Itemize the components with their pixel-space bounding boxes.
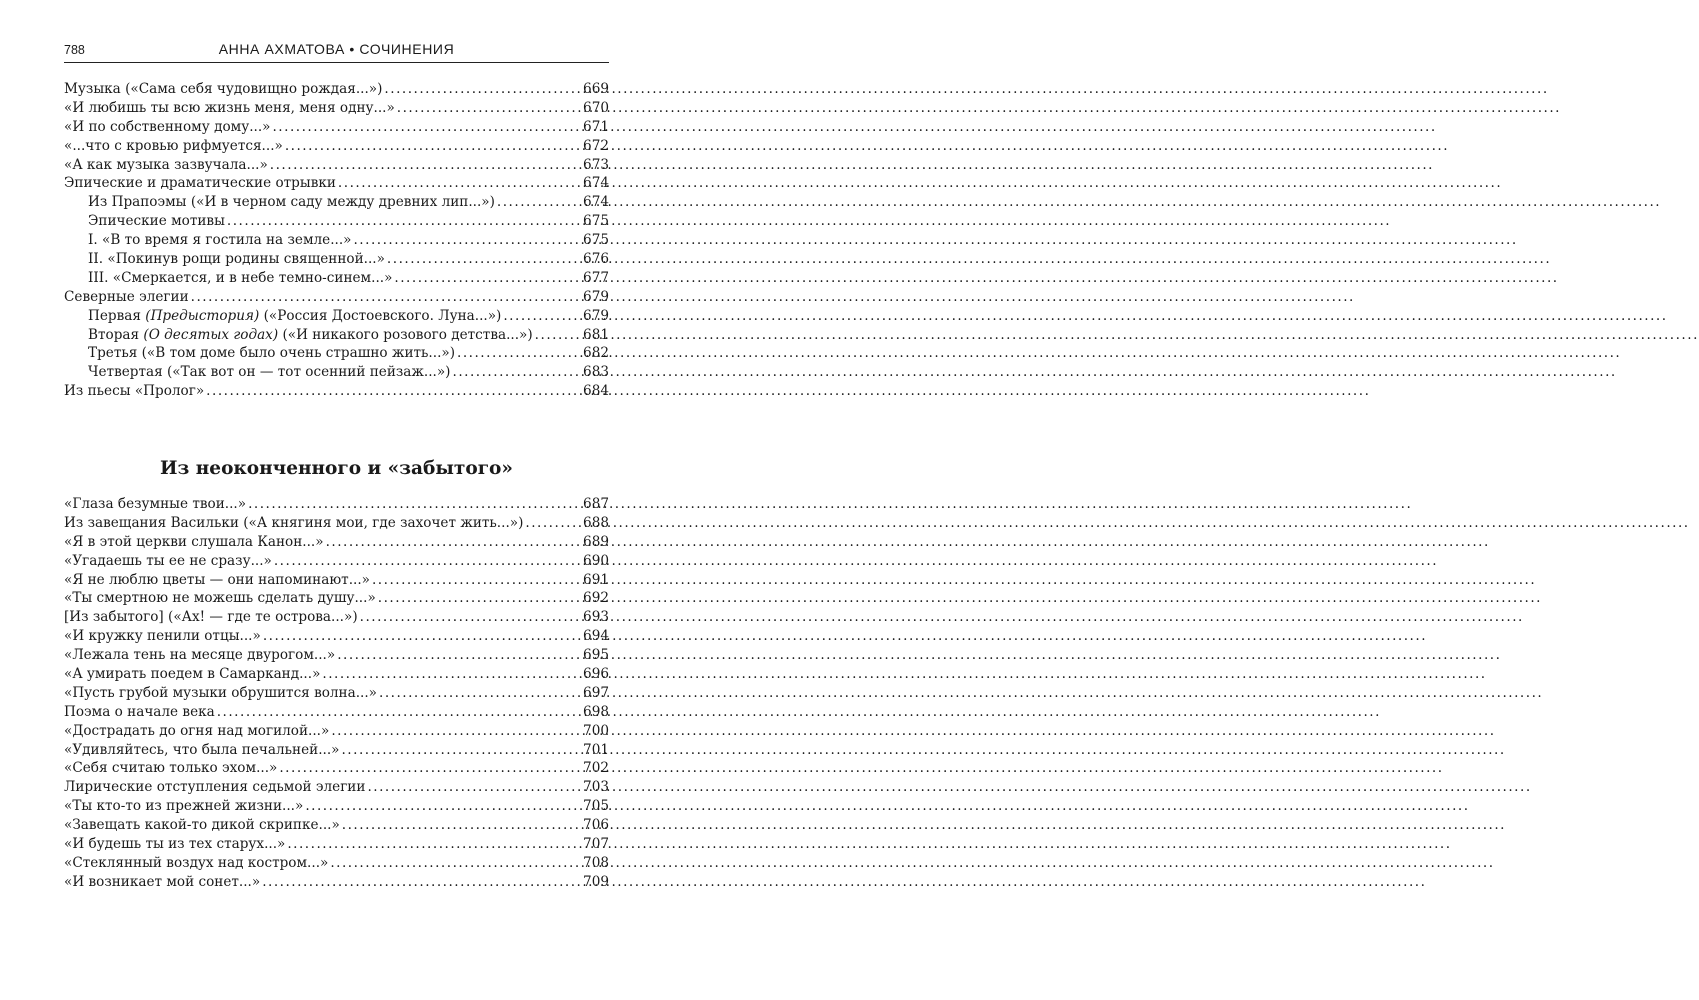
leader-dots [283, 137, 583, 156]
toc-entry [64, 514, 609, 533]
toc-entry-title: «...что с кровью рифмуется...» [64, 137, 283, 154]
leader-dots [392, 269, 583, 288]
toc-entry-page: 669 [583, 81, 609, 97]
leader-dots [340, 816, 583, 835]
toc-entry-title: «И будешь ты из тех старух...» [64, 836, 286, 853]
toc-entry-title: «Ты кто-то из прежней жизни...» [64, 798, 304, 815]
title-prefix: Первая [88, 307, 146, 324]
leader-dots [225, 212, 583, 231]
leader-dots [303, 797, 583, 816]
leader-dots [365, 778, 583, 797]
toc-entry-page: 671 [583, 118, 609, 135]
leader-dots [533, 326, 583, 345]
toc-subentry [64, 269, 609, 288]
toc-entry [64, 533, 609, 552]
leader-dots [385, 250, 583, 269]
leader-dots [495, 193, 583, 212]
leader-dots [358, 608, 583, 627]
toc-entry-title: «Стеклянный воздух над костром...» [64, 854, 329, 871]
toc-entry-page: 706 [583, 817, 609, 834]
toc-entry [64, 80, 609, 99]
toc-entry-title [88, 307, 501, 326]
toc-entry [64, 722, 609, 741]
toc-entry-title: «Я в этой церкви слушала Канон...» [64, 533, 324, 550]
toc-entry-title: [Из забытого] («Ах! — где те острова...») [64, 609, 358, 626]
toc-entry-page: 674 [583, 194, 609, 211]
toc-entry [64, 646, 609, 665]
leader-dots [501, 307, 583, 326]
toc-entry [64, 816, 609, 835]
toc-entry-page: 681 [583, 326, 609, 343]
toc-entry-page: 698 [583, 703, 609, 720]
toc-entry-page: 689 [583, 533, 609, 550]
leader-dots [451, 363, 584, 382]
toc-entry-page: 682 [583, 345, 609, 362]
toc-entry-page: 697 [583, 684, 609, 701]
toc-entry [64, 703, 609, 722]
toc-entry-title: Четвертая («Так вот он — тот осенний пейзаж...») [88, 364, 451, 381]
running-title: АННА АХМАТОВА • СОЧИНЕНИЯ [218, 41, 455, 57]
toc-entry-page: 702 [583, 760, 609, 777]
toc-entry [64, 797, 609, 816]
title-italic: (О десятых годах) [143, 326, 279, 343]
toc-entry-page: 709 [583, 873, 609, 890]
toc-list-top [64, 80, 609, 401]
leader-dots [335, 646, 583, 665]
toc-subentry [64, 193, 609, 212]
leader-dots [376, 589, 583, 608]
leader-dots [523, 514, 583, 533]
toc-entry-page: 688 [583, 514, 609, 531]
section-title: Из неоконченного и «забытого» [160, 458, 513, 479]
toc-entry-page: 675 [583, 213, 609, 230]
toc-entry-title: «Я не люблю цветы — они напоминают...» [64, 571, 370, 588]
toc-entry-page: 701 [583, 741, 609, 758]
toc-entry [64, 684, 609, 703]
toc-entry-page: 695 [583, 647, 609, 664]
toc-entry-page: 679 [583, 288, 609, 305]
leader-dots [382, 80, 583, 99]
leader-dots [395, 99, 583, 118]
toc-entry-page: 693 [583, 609, 609, 626]
leader-dots [339, 741, 583, 760]
toc-entry-title: «Дострадать до огня над могилой...» [64, 722, 330, 739]
toc-entry [64, 741, 609, 760]
leader-dots [204, 382, 583, 401]
title-suffix: («Россия Достоевского. Луна...») [259, 307, 502, 324]
toc-subentry [64, 307, 609, 326]
toc-subentry [64, 344, 609, 363]
toc-entry [64, 382, 609, 401]
toc-entry-page: 690 [583, 552, 609, 569]
toc-entry-page: 670 [583, 99, 609, 116]
toc-entry-page: 673 [583, 156, 609, 173]
toc-entry [64, 778, 609, 797]
toc-entry [64, 137, 609, 156]
toc-entry-title: Эпические и драматические отрывки [64, 175, 336, 192]
toc-entry-page: 700 [583, 722, 609, 739]
toc-entry [64, 759, 609, 778]
toc-entry-page: 705 [583, 798, 609, 815]
leader-dots [370, 571, 583, 590]
toc-subentry [64, 231, 609, 250]
leader-dots [268, 156, 583, 175]
toc-entry-page: 692 [583, 590, 609, 607]
toc-entry-page: 674 [583, 175, 609, 192]
toc-entry [64, 99, 609, 118]
title-suffix: («И никакого розового детства...») [278, 326, 533, 343]
leader-dots [261, 627, 583, 646]
toc-entry-title: «Ты смертною не можешь сделать душу...» [64, 590, 376, 607]
toc-subentry [64, 363, 609, 382]
toc-entry [64, 589, 609, 608]
toc-subentry [64, 250, 609, 269]
toc-entry [64, 835, 609, 854]
toc-entry [64, 571, 609, 590]
title-italic: (Предыстория) [145, 307, 260, 324]
toc-entry-page: 694 [583, 628, 609, 645]
toc-entry [64, 288, 609, 307]
toc-entry [64, 118, 609, 137]
toc-entry-page: 672 [583, 137, 609, 154]
leader-dots [455, 344, 583, 363]
toc-subentry [64, 212, 609, 231]
toc-entry-title: II. «Покинув рощи родины священной...» [88, 251, 385, 268]
leader-dots [329, 722, 583, 741]
leader-dots [215, 703, 583, 722]
toc-entry-title: «Угадаешь ты ее не сразу...» [64, 552, 272, 569]
leader-dots [336, 174, 583, 193]
toc-entry-page: 684 [583, 383, 609, 400]
toc-entry-title: Из завещания Васильки («А княгиня мои, где захочет жить...») [64, 514, 524, 531]
toc-entry [64, 627, 609, 646]
toc-entry-title: Лирические отступления седьмой элегии [64, 779, 366, 796]
toc-entry-page: 707 [583, 836, 609, 853]
toc-entry [64, 665, 609, 684]
toc-entry-title: «А умирать поедем в Самарканд...» [64, 666, 321, 683]
leader-dots [272, 552, 583, 571]
toc-entry-title: «А как музыка зазвучала...» [64, 156, 268, 173]
page-number: 788 [64, 43, 85, 57]
toc-entry [64, 174, 609, 193]
toc-entry-title: «Пусть грубой музыки обрушится волна...» [64, 684, 377, 701]
toc-entry-page: 691 [583, 571, 609, 588]
leader-dots [328, 854, 583, 873]
toc-entry [64, 873, 609, 892]
toc-entry-title: «Удивляйтесь, что была печальней...» [64, 741, 340, 758]
toc-entry-title: Из Прапоэмы («И в черном саду между древних лип...») [88, 194, 495, 211]
toc-entry-title [88, 326, 533, 345]
toc-entry-page: 679 [583, 307, 609, 324]
toc-entry-title: III. «Смеркается, и в небе темно-синем...» [88, 269, 393, 286]
leader-dots [377, 684, 583, 703]
toc-entry-title: Эпические мотивы [88, 213, 225, 230]
toc-entry-title: Из пьесы «Пролог» [64, 383, 205, 400]
running-header [64, 38, 609, 63]
leader-dots [351, 231, 583, 250]
toc-entry-title: I. «В то время я гостила на земле...» [88, 232, 352, 249]
leader-dots [324, 533, 583, 552]
toc-entry-title: «Завещать какой-то дикой скрипке...» [64, 817, 340, 834]
toc-entry-title: Поэма о начале века [64, 703, 215, 720]
toc-subentry [64, 326, 609, 345]
toc-entry-page: 703 [583, 779, 609, 796]
leader-dots [285, 835, 583, 854]
toc-entry-page: 683 [583, 364, 609, 381]
toc-entry-title: «Глаза безумные твои...» [64, 496, 247, 512]
toc-entry-title: Третья («В том доме было очень страшно жить...») [88, 345, 456, 362]
toc-entry-title: «И по собственному дому...» [64, 118, 271, 135]
toc-entry-page: 708 [583, 854, 609, 871]
toc-entry [64, 608, 609, 627]
toc-entry-page: 696 [583, 666, 609, 683]
leader-dots [189, 288, 583, 307]
toc-entry [64, 495, 609, 514]
leader-dots [246, 495, 583, 514]
toc-entry-page: 676 [583, 251, 609, 268]
toc-entry-title: «Себя считаю только эхом...» [64, 760, 278, 777]
toc-entry [64, 552, 609, 571]
title-prefix: Вторая [88, 326, 144, 343]
leader-dots [277, 759, 583, 778]
toc-entry-page: 677 [583, 269, 609, 286]
toc-entry [64, 156, 609, 175]
leader-dots [270, 118, 583, 137]
toc-entry-title: «И возникает мой сонет...» [64, 873, 261, 890]
toc-list-bottom [64, 495, 609, 892]
toc-entry [64, 854, 609, 873]
toc-entry-title: «Лежала тень на месяце двурогом...» [64, 647, 336, 664]
leader-dots [260, 873, 583, 892]
toc-entry-page: 687 [583, 496, 609, 512]
toc-entry-title: «И любишь ты всю жизнь меня, меня одну...» [64, 99, 395, 116]
toc-entry-page: 675 [583, 232, 609, 249]
toc-entry-title: Музыка («Сама себя чудовищно рождая...») [64, 81, 383, 97]
toc-entry-title: Северные элегии [64, 288, 189, 305]
leader-dots [320, 665, 583, 684]
toc-entry-title: «И кружку пенили отцы...» [64, 628, 261, 645]
